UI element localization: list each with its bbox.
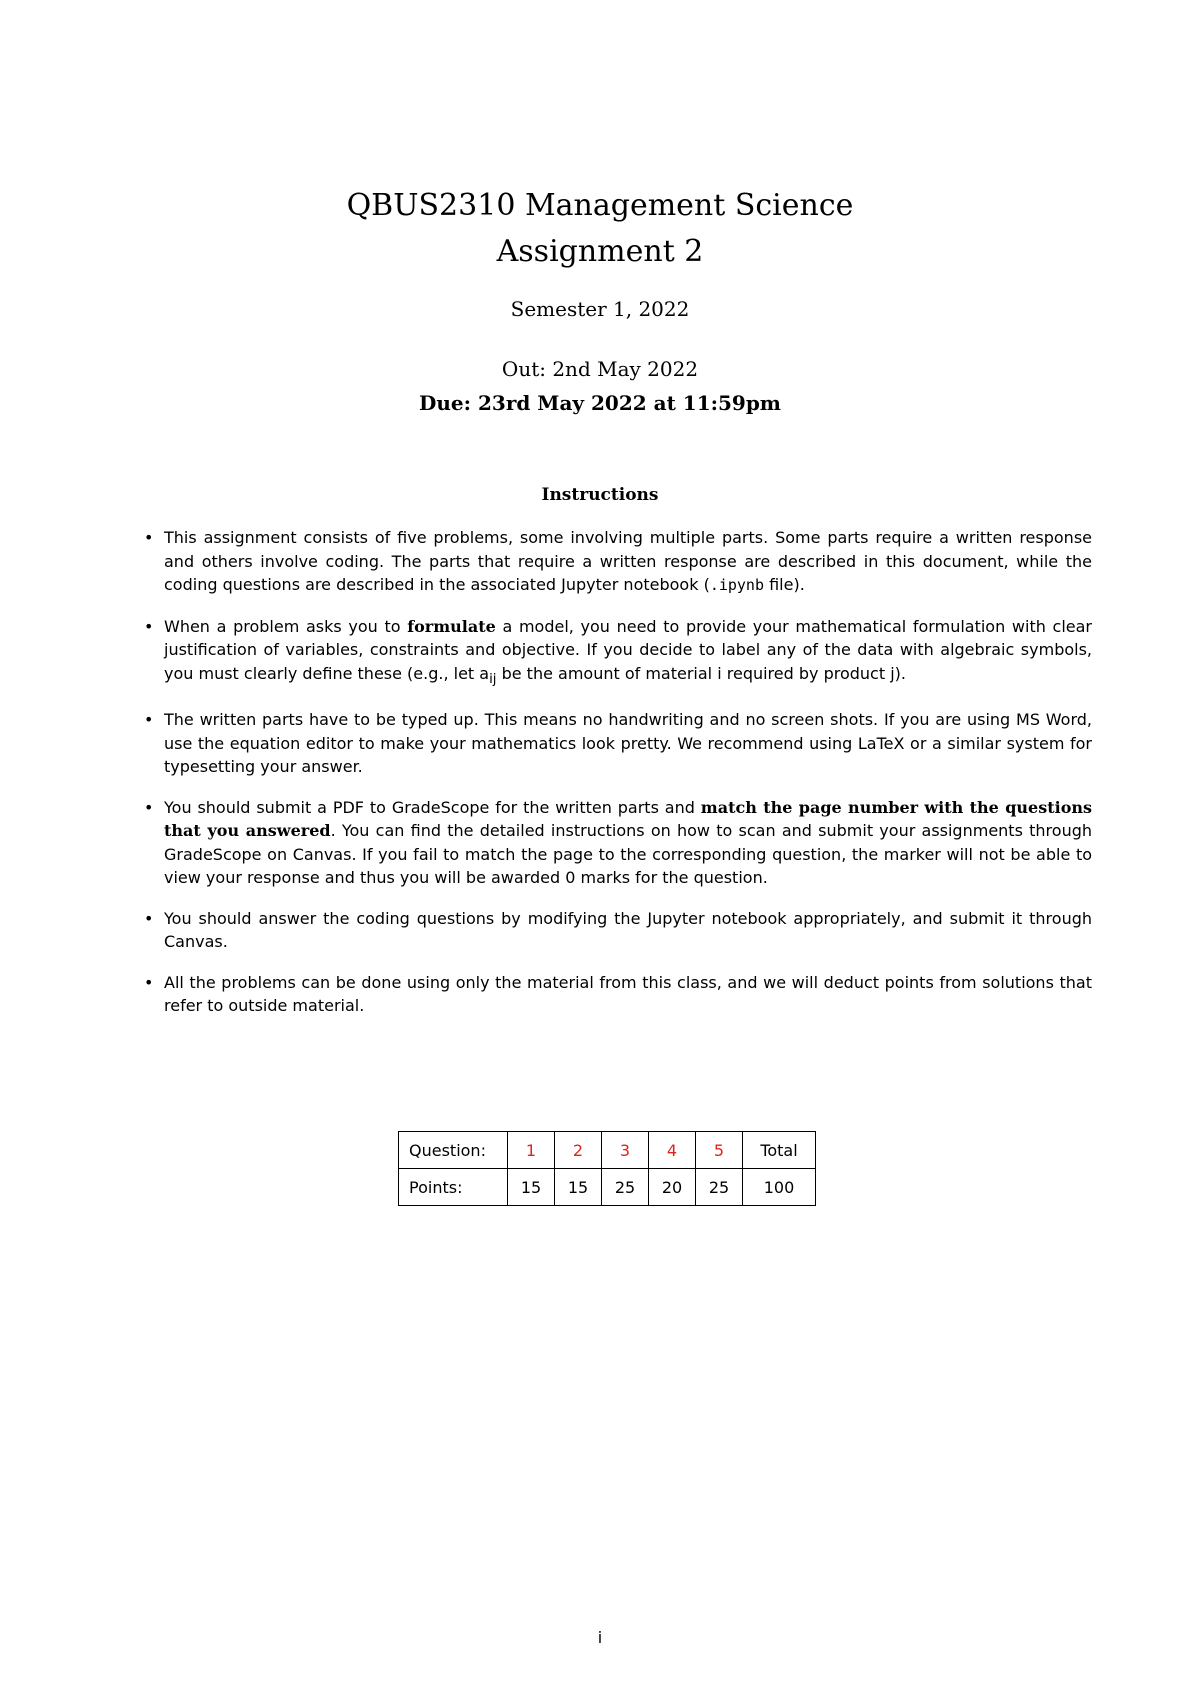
question-number: 2 [555, 1132, 602, 1169]
course-title: QBUS2310 Management Science [346, 188, 854, 223]
points-value: 25 [602, 1169, 649, 1206]
list-item: • This assignment consists of five problems, some involving multiple parts. Some parts require a written response and others involve coding. The parts that require a written response are described in this document, while the coding questions are described in the associated Jupyter notebook (.ipynb file). [144, 528, 1092, 594]
bullet-icon: • [144, 908, 154, 928]
table-row [399, 1132, 816, 1169]
file-extension: .ipynb [709, 576, 764, 594]
semester: Semester 1, 2022 [510, 297, 690, 321]
instructions-list [144, 526, 1092, 1035]
bullet-icon: • [144, 972, 154, 992]
due-date: Due: 23rd May 2022 at 11:59pm [419, 391, 781, 415]
total-label: Total [743, 1132, 816, 1169]
list-item: • All the problems can be done using only the material from this class, and we will deduct points from solutions that refer to outside material. [144, 972, 1092, 1016]
bullet-icon: • [144, 616, 154, 636]
points-value: 15 [508, 1169, 555, 1206]
question-number: 3 [602, 1132, 649, 1169]
bullet-icon: • [144, 528, 154, 547]
question-number: 5 [696, 1132, 743, 1169]
question-label: Question: [399, 1132, 508, 1169]
points-value: 20 [649, 1169, 696, 1206]
points-value: 15 [555, 1169, 602, 1206]
bullet-icon: • [144, 797, 154, 817]
list-item: • You should answer the coding questions by modifying the Jupyter notebook appropriately, and submit it through Canvas. [144, 908, 1092, 952]
points-label: Points: [399, 1169, 508, 1206]
table-row [399, 1169, 816, 1206]
list-item: • You should submit a PDF to GradeScope for the written parts and match the page number with the questions that you answered. You can find the detailed instructions on how to scan and submit your assignments through GradeScope on Canvas. If you fail to match the page to the corresponding question, the marker will not be able to view your response and thus you will be awarded 0 marks for the question. [144, 797, 1093, 888]
points-value: 25 [696, 1169, 743, 1206]
question-number: 4 [649, 1132, 696, 1169]
out-date: Out: 2nd May 2022 [501, 357, 699, 381]
emphasis: match the page number with the questions that you answered [164, 797, 1093, 841]
list-item: • When a problem asks you to formulate a model, you need to provide your mathematical formulation with clear justification of variables, constraints and objective. If you decide to label any of the data with algebraic symbols, you must clearly define these (e.g., let $a_{ij}$ be the amount of material i required by product j). [144, 616, 1092, 687]
assignment-title: Assignment 2 [496, 234, 704, 269]
total-points: 100 [743, 1169, 816, 1206]
title-block [0, 183, 1200, 415]
list-item: • The written parts have to be typed up. This means no handwriting and no screen shots. If you are using MS Word, use the equation editor to make your mathematics look pretty. We recommend using LaTeX or a similar system for typesetting your answer. [144, 710, 1092, 777]
page-number: i [597, 1628, 603, 1647]
instructions-heading: Instructions [541, 485, 659, 505]
grade-table [398, 1131, 816, 1206]
question-number: 1 [508, 1132, 555, 1169]
emphasis: formulate [407, 616, 496, 636]
bullet-icon: • [144, 710, 154, 730]
